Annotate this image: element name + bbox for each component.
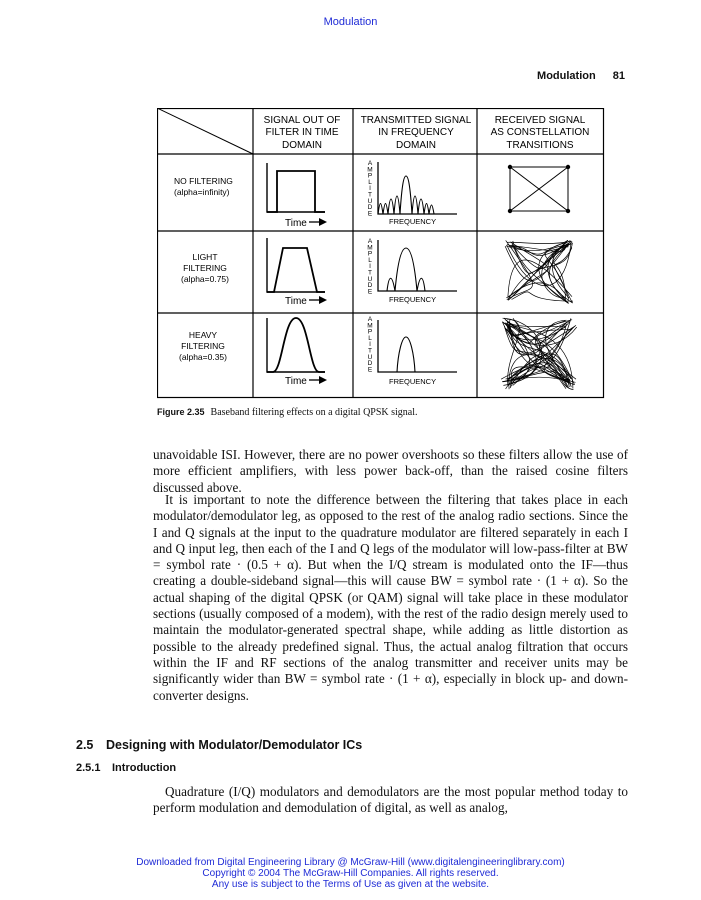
freq-axis-row2	[378, 240, 457, 291]
figure-baseband-filtering	[157, 108, 605, 400]
row1-label-line2: (alpha=infinity)	[174, 187, 230, 197]
subsection-heading	[76, 762, 176, 774]
freq-label-row1: FREQUENCY	[389, 217, 437, 226]
amplitude-letter: P	[367, 172, 373, 180]
amplitude-letter: T	[368, 347, 372, 355]
amplitude-letter: L	[368, 334, 372, 342]
freq-label-row3: FREQUENCY	[389, 377, 437, 386]
amplitude-letter: A	[367, 238, 373, 245]
amplitude-letter: M	[367, 322, 373, 330]
time-label-row1: Time	[285, 218, 307, 229]
section-title: Designing with Modulator/Demodulator ICs	[106, 738, 363, 752]
amplitude-letter: A	[367, 316, 373, 323]
row3-label-line3: (alpha=0.35)	[179, 352, 227, 362]
footer-terms[interactable]: Any use is subject to the Terms of Use as given at the website.	[211, 879, 490, 890]
row2-label-line3: (alpha=0.75)	[181, 274, 229, 284]
top-link[interactable]: Modulation	[323, 16, 378, 28]
col1-header-line2: FILTER IN TIME	[265, 127, 339, 138]
footer	[0, 857, 701, 890]
amplitude-letter: T	[368, 191, 372, 199]
amplitude-letter: L	[368, 256, 372, 264]
freq-axis-row3	[378, 320, 457, 372]
pulse-heavy-filter	[267, 318, 325, 372]
footer-copyright[interactable]: Copyright © 2004 The McGraw-Hill Companies. All rights reserved.	[202, 868, 499, 879]
col3-header-line3: TRANSITIONS	[506, 140, 574, 151]
row3-label-line2: FILTERING	[181, 341, 225, 351]
amplitude-letter: I	[369, 341, 371, 349]
paragraph-2-text: It is important to note the difference between the filtering that takes place in each modulator/demodulator leg, as opposed to the rest of the analog radio sections. Since the I and Q signals at the input to the quadrature modulator are filtered separately in each I and Q input leg, then each of the I and Q legs of the modulator will low-pass-filter at BW = symbol rate · (0.5 + α). But when the I/Q stream is modulated onto the IF—thus creating a double-sideband signal—this will cause BW = symbol rate · (1 + α). So the actual shaping of the digital QPSK (or QAM) signal will take place in these modulator sections (usually composed of a modem), with the rest of the radio design merely used to maintain the modulator-generated spectral shape, while adding as little distortion as possible to the already predefined signal. Thus, the actual analog filtration that occurs within the IF and RF sections of the analog transmitter and receiver units may be significantly wider than BW = symbol rate · (1 + α), especially in block up- and down-converter designs.	[153, 492, 628, 703]
col2-header-line2: IN FREQUENCY	[378, 127, 454, 138]
time-axis-row3	[267, 318, 325, 372]
col2-header-line3: DOMAIN	[396, 140, 436, 151]
constellation-light-filter	[505, 240, 573, 303]
paragraph-3	[153, 784, 628, 817]
time-label-row3: Time	[285, 376, 307, 387]
paragraph-1	[153, 447, 628, 496]
amplitude-letter: I	[369, 263, 371, 271]
col2-header-line1: TRANSMITTED SIGNAL	[360, 115, 472, 126]
paragraph-1-text: unavoidable ISI. However, there are no power overshoots so these filters allow the use of more efficient amplifiers, with less power back-off, than the raised cosine filters discussed above.	[153, 447, 628, 495]
col3-header-line2: AS CONSTELLATION	[490, 127, 590, 138]
figure-caption	[157, 407, 418, 418]
header-diagonal	[157, 108, 253, 154]
section-heading	[76, 738, 362, 752]
amplitude-letter: D	[367, 360, 373, 368]
constellation-heavy-filter	[501, 318, 577, 390]
amplitude-letter: D	[367, 282, 373, 290]
amplitude-letter: L	[368, 178, 372, 186]
row1-label-line1: NO FILTERING	[174, 176, 233, 186]
amplitude-letter: D	[367, 204, 373, 212]
row3-label-line1: HEAVY	[188, 330, 218, 340]
footer-download-link[interactable]: Downloaded from Digital Engineering Library @ McGraw-Hill (www.digitalengineeringlibrary.com)	[136, 857, 565, 868]
spectrum-no-filter	[378, 176, 434, 214]
subsection-number: 2.5.1	[76, 762, 101, 774]
constellation-no-filter	[510, 167, 568, 211]
spectrum-heavy-filter	[397, 337, 415, 372]
amplitude-letter: I	[369, 185, 371, 193]
amplitude-letter: E	[367, 210, 373, 218]
page-number: 81	[612, 70, 625, 82]
amplitude-letter: E	[367, 366, 373, 374]
amplitude-letter: A	[367, 160, 373, 167]
amplitude-letter: T	[368, 269, 372, 277]
subsection-title: Introduction	[112, 762, 177, 774]
amplitude-letter: P	[367, 328, 373, 336]
col1-header-line3: DOMAIN	[282, 140, 322, 151]
col3-header-line1: RECEIVED SIGNAL	[494, 115, 586, 126]
row2-label-line1: LIGHT	[192, 252, 218, 262]
amplitude-letter: P	[367, 250, 373, 258]
paragraph-2	[153, 492, 628, 704]
frequency-plots	[378, 162, 457, 372]
running-title: Modulation	[537, 70, 596, 82]
col1-header-line1: SIGNAL OUT OF	[263, 115, 341, 126]
spectrum-light-filter	[387, 248, 425, 291]
pulse-light-filter	[267, 248, 325, 292]
freq-label-row2: FREQUENCY	[389, 295, 437, 304]
amplitude-letter: U	[367, 275, 373, 283]
pulse-no-filter	[267, 171, 325, 212]
time-domain-plots	[267, 163, 325, 372]
amplitude-letter: U	[367, 197, 373, 205]
amplitude-letter: E	[367, 288, 373, 296]
figure-caption-text: Baseband filtering effects on a digital QPSK signal.	[210, 407, 418, 418]
amplitude-letter: M	[367, 166, 373, 174]
amplitude-letter: M	[367, 244, 373, 252]
constellation-transition	[507, 241, 572, 243]
figure-caption-label: Figure 2.35	[157, 407, 205, 417]
row2-label-line2: FILTERING	[183, 263, 227, 273]
time-label-row2: Time	[285, 296, 307, 307]
paragraph-3-text: Quadrature (I/Q) modulators and demodulators are the most popular method today to perform modulation and demodulation of digital, as well as analog,	[153, 784, 628, 816]
section-number: 2.5	[76, 738, 94, 752]
amplitude-letter: U	[367, 353, 373, 361]
running-head	[523, 70, 625, 82]
